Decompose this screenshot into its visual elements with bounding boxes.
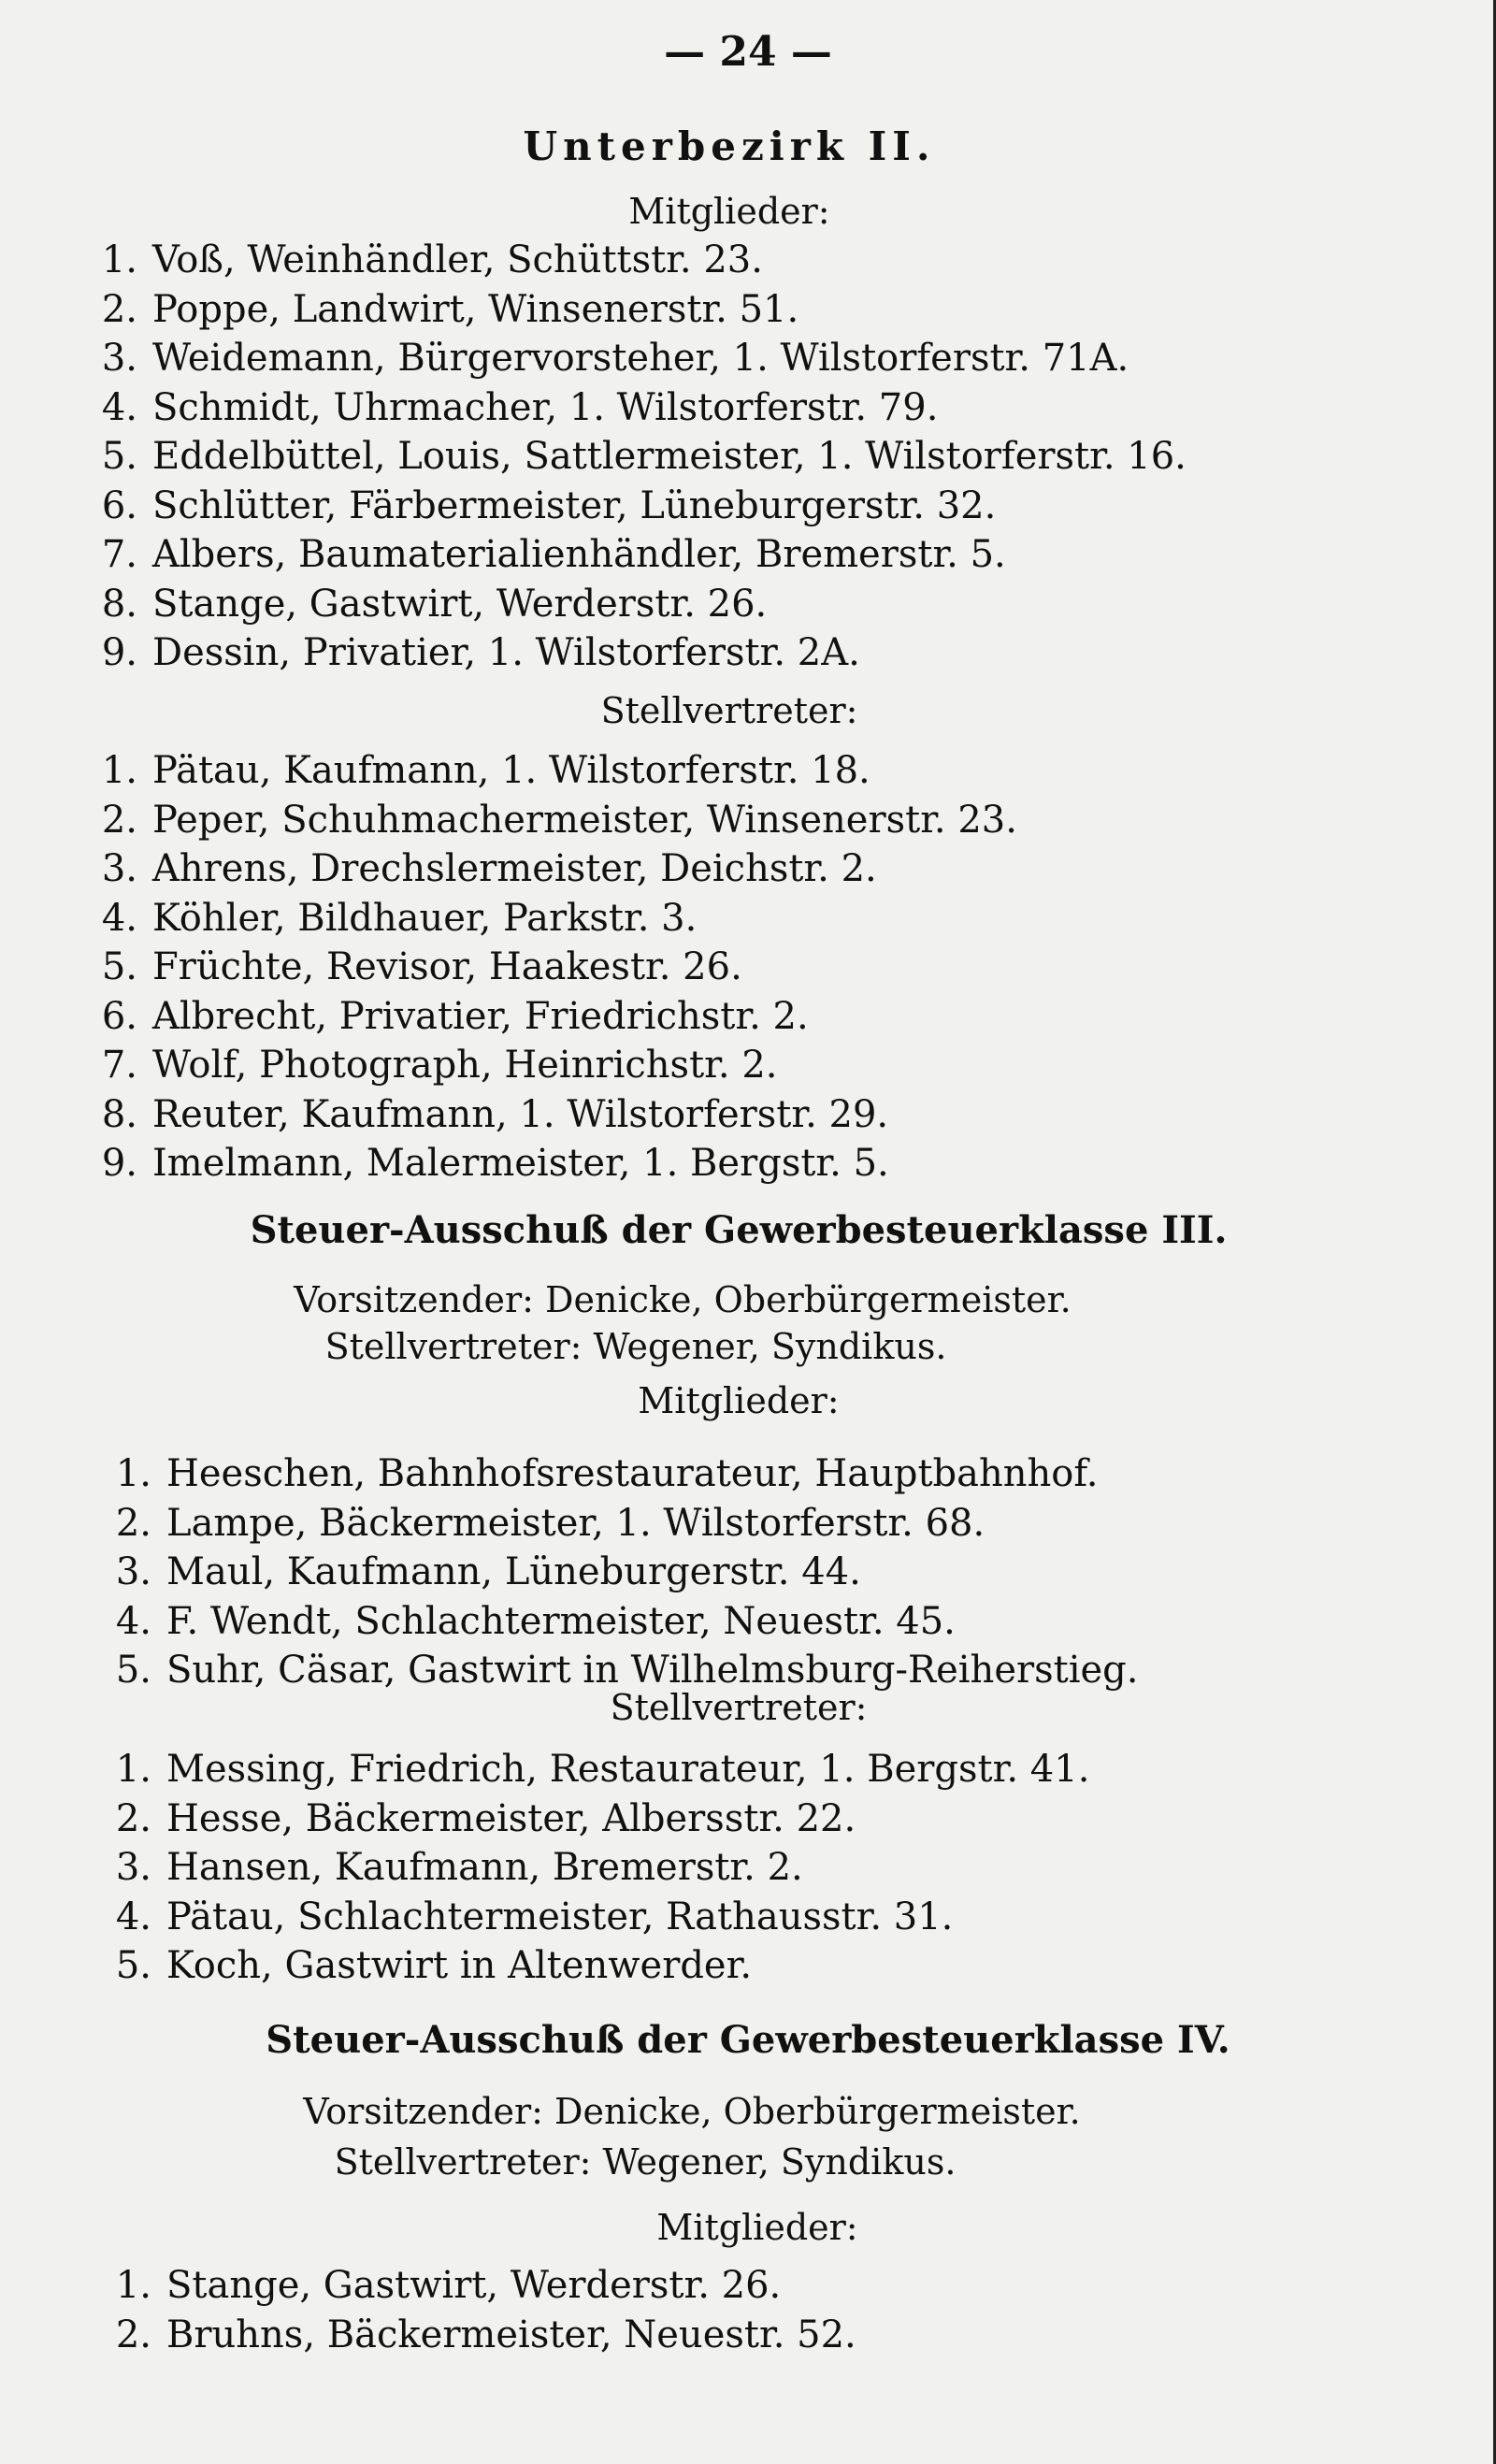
list-item-number: 9.	[101, 1142, 137, 1185]
list-item	[94, 1794, 856, 1843]
list-item-number: 4.	[101, 385, 137, 429]
list-item-text: Früchte, Revisor, Haakestr. 26.	[152, 945, 742, 988]
list-item-number: 6.	[101, 994, 137, 1038]
list-item-text: Schmidt, Uhrmacher, 1. Wilstorferstr. 79.	[152, 385, 939, 429]
list-item-number: 5.	[115, 1944, 151, 1987]
list-item-number: 7.	[101, 533, 137, 576]
vorsitzender-line-3: Vorsitzender: Denicke, Oberbürgermeister.	[294, 1279, 1072, 1320]
list-item-text: Wolf, Photograph, Heinrichstr. 2.	[152, 1044, 778, 1087]
list-item-text: Hesse, Bäckermeister, Albersstr. 22.	[166, 1796, 856, 1840]
list-item	[79, 1139, 889, 1188]
list-item-text: Peper, Schuhmachermeister, Winsenerstr. 23.	[152, 798, 1017, 842]
list-item-text: Albers, Baumaterialienhändler, Bremerstr. 5.	[152, 533, 1006, 576]
heading-mitglieder-4: Mitglieder:	[656, 2207, 858, 2248]
list-item	[79, 236, 763, 284]
list-item	[79, 943, 742, 991]
list-item	[94, 1893, 953, 1941]
list-item-number: 1.	[115, 1452, 151, 1495]
list-item-text: Imelmann, Malermeister, 1. Bergstr. 5.	[152, 1142, 889, 1185]
list-item-text: Heeschen, Bahnhofsrestaurateur, Hauptbahnhof.	[166, 1452, 1099, 1495]
list-item-number: 3.	[101, 337, 137, 380]
list-item	[94, 2311, 856, 2359]
list-item-number: 5.	[101, 435, 137, 478]
list-item-number: 6.	[101, 483, 137, 527]
list-item-number: 4.	[101, 896, 137, 940]
list-item-number: 9.	[101, 631, 137, 674]
list-item-text: Messing, Friedrich, Restaurateur, 1. Bergstr. 41.	[166, 1748, 1090, 1791]
list-item	[94, 1745, 1089, 1794]
list-item-text: F. Wendt, Schlachtermeister, Neuestr. 45.	[166, 1599, 956, 1643]
list-item	[79, 992, 809, 1041]
list-item	[79, 844, 877, 893]
list-item	[79, 628, 860, 677]
list-item-number: 1.	[115, 1748, 151, 1791]
list-item-number: 2.	[115, 1796, 151, 1840]
section-title-klasse-3: Steuer-Ausschuß der Gewerbesteuerklasse III.	[250, 1208, 1228, 1252]
list-item	[79, 894, 697, 943]
list-item-text: Lampe, Bäckermeister, 1. Wilstorferstr. 68.	[166, 1501, 985, 1545]
list-item-number: 2.	[115, 2313, 151, 2356]
heading-stellvertreter-1: Stellvertreter:	[600, 690, 858, 731]
list-item-number: 2.	[101, 798, 137, 842]
list-item-number: 5.	[115, 1649, 151, 1692]
list-item-number: 3.	[115, 1846, 151, 1889]
list-item-text: Köhler, Bildhauer, Parkstr. 3.	[152, 896, 698, 940]
list-item-number: 3.	[115, 1550, 151, 1593]
list-item-text: Maul, Kaufmann, Lüneburgerstr. 44.	[166, 1550, 861, 1593]
list-item-number: 7.	[101, 1044, 137, 1087]
heading-stellvertreter-3: Stellvertreter:	[610, 1687, 868, 1728]
list-item-text: Eddelbüttel, Louis, Sattlermeister, 1. Wilstorferstr. 16.	[152, 435, 1187, 478]
list-item	[79, 334, 1129, 382]
list-item-number: 1.	[115, 2264, 151, 2307]
list-item	[79, 530, 1006, 579]
list-item	[79, 482, 996, 530]
list-item-text: Ahrens, Drechslermeister, Deichstr. 2.	[152, 847, 877, 890]
list-item-text: Schlütter, Färbermeister, Lüneburgerstr. 32.	[152, 483, 997, 527]
page-number: — 24 —	[664, 28, 832, 76]
list-item-number: 2.	[101, 287, 137, 331]
list-item-number: 4.	[115, 1895, 151, 1938]
list-item-number: 5.	[101, 945, 137, 988]
section-title-klasse-4: Steuer-Ausschuß der Gewerbesteuerklasse IV.	[266, 2018, 1230, 2062]
list-item-text: Pätau, Kaufmann, 1. Wilstorferstr. 18.	[152, 749, 870, 792]
list-item-text: Suhr, Cäsar, Gastwirt in Wilhelmsburg-Reiherstieg.	[166, 1649, 1139, 1692]
list-item-number: 1.	[101, 238, 137, 281]
section-title-unterbezirk: Unterbezirk II.	[523, 123, 936, 169]
list-item-text: Stange, Gastwirt, Werderstr. 26.	[166, 2264, 782, 2307]
list-item	[94, 1597, 956, 1646]
list-item	[79, 1090, 888, 1139]
vorsitzender-line-4: Vorsitzender: Denicke, Oberbürgermeister.	[303, 2091, 1081, 2132]
list-item	[79, 580, 767, 628]
list-item	[94, 1499, 985, 1548]
stellvertreter-line-3: Stellvertreter: Wegener, Syndikus.	[324, 1326, 947, 1367]
list-item	[79, 796, 1017, 844]
list-item	[94, 1843, 803, 1892]
list-item-text: Voß, Weinhändler, Schüttstr. 23.	[152, 238, 763, 281]
list-item-number: 8.	[101, 1092, 137, 1136]
list-item-text: Hansen, Kaufmann, Bremerstr. 2.	[166, 1846, 803, 1889]
list-item-text: Dessin, Privatier, 1. Wilstorferstr. 2A.	[152, 631, 860, 674]
list-item-number: 4.	[115, 1599, 151, 1643]
list-item	[79, 746, 870, 795]
list-item	[94, 1548, 861, 1596]
list-item-text: Poppe, Landwirt, Winsenerstr. 51.	[152, 287, 799, 331]
list-item-text: Bruhns, Bäckermeister, Neuestr. 52.	[166, 2313, 856, 2356]
list-item	[79, 1041, 777, 1089]
list-item-text: Reuter, Kaufmann, 1. Wilstorferstr. 29.	[152, 1092, 889, 1136]
list-item	[94, 2261, 781, 2310]
list-item-text: Koch, Gastwirt in Altenwerder.	[166, 1944, 753, 1987]
stellvertreter-line-4: Stellvertreter: Wegener, Syndikus.	[334, 2141, 957, 2183]
list-item	[94, 1449, 1098, 1498]
list-item-text: Stange, Gastwirt, Werderstr. 26.	[152, 582, 768, 626]
list-item	[79, 285, 798, 334]
list-item-text: Pätau, Schlachtermeister, Rathausstr. 31.	[166, 1895, 954, 1938]
list-item-number: 1.	[101, 749, 137, 792]
list-item	[79, 432, 1187, 481]
list-item	[94, 1941, 752, 1990]
heading-mitglieder-3: Mitglieder:	[638, 1380, 840, 1421]
list-item-number: 8.	[101, 582, 137, 626]
list-item-number: 3.	[101, 847, 137, 890]
list-item	[79, 383, 938, 432]
list-item-number: 2.	[115, 1501, 151, 1545]
list-item-text: Weidemann, Bürgervorsteher, 1. Wilstorferstr. 71A.	[152, 337, 1129, 380]
list-item-text: Albrecht, Privatier, Friedrichstr. 2.	[152, 994, 809, 1038]
heading-mitglieder-1: Mitglieder:	[628, 191, 830, 232]
